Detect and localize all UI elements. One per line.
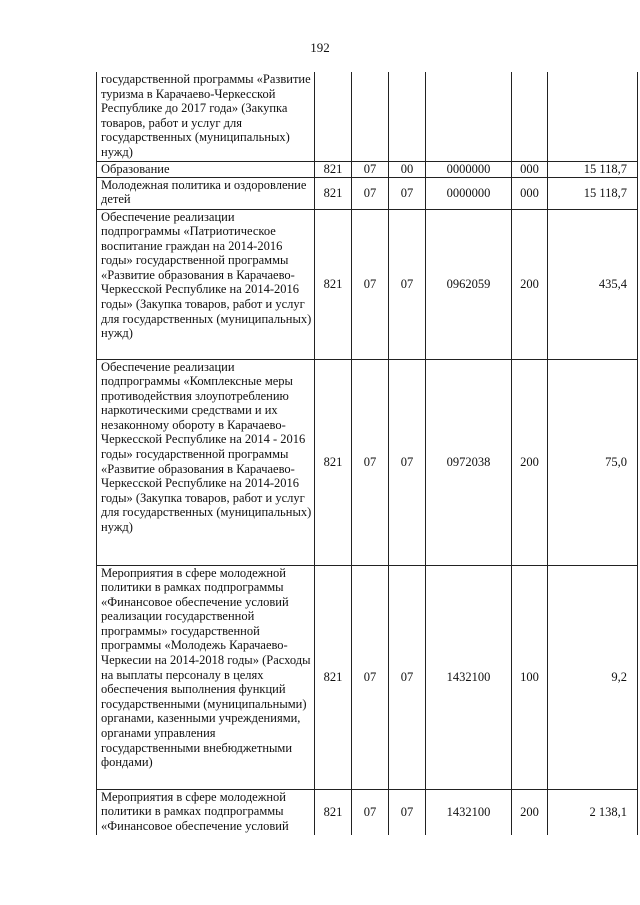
csr-cell: 0000000 <box>426 177 512 209</box>
ved-cell: 821 <box>315 359 352 565</box>
row-name-cell: Обеспечение реализации подпрограммы «Патриотическое воспитание граждан на 2014-2016 годы» государственной программы «Развитие образования в Карачаево-Черкесской Республике на 2014-2016 годы» (Закупка товаров, работ и услуг для государственных (муниципальных) нужд) <box>97 209 315 359</box>
csr-cell: 0972038 <box>426 359 512 565</box>
csr-cell: 0000000 <box>426 161 512 177</box>
csr-cell: 0962059 <box>426 209 512 359</box>
table-row <box>97 209 638 359</box>
rz-cell <box>352 72 389 161</box>
rz-cell: 07 <box>352 359 389 565</box>
pr-cell: 07 <box>389 789 426 835</box>
row-name-cell: Молодежная политика и оздоровление детей <box>97 177 315 209</box>
csr-cell: 1432100 <box>426 565 512 789</box>
ved-cell: 821 <box>315 177 352 209</box>
pr-cell: 07 <box>389 565 426 789</box>
table-row <box>97 359 638 565</box>
rz-cell: 07 <box>352 209 389 359</box>
table-row <box>97 72 638 161</box>
csr-cell <box>426 72 512 161</box>
ved-cell: 821 <box>315 161 352 177</box>
vr-cell: 000 <box>512 161 548 177</box>
pr-cell: 07 <box>389 359 426 565</box>
vr-cell: 200 <box>512 789 548 835</box>
pr-cell: 07 <box>389 177 426 209</box>
ved-cell: 821 <box>315 209 352 359</box>
vr-cell: 000 <box>512 177 548 209</box>
table-row <box>97 789 638 835</box>
sum-cell: 9,2 <box>548 565 638 789</box>
sum-cell <box>548 72 638 161</box>
row-name-cell: государственной программы «Развитие туризма в Карачаево-Черкесской Республике до 2017 года» (Закупка товаров, работ и услуг для государственных (муниципальных) нужд) <box>97 72 315 161</box>
pr-cell: 07 <box>389 209 426 359</box>
ved-cell <box>315 72 352 161</box>
sum-cell: 75,0 <box>548 359 638 565</box>
vr-cell: 200 <box>512 359 548 565</box>
page-number: 192 <box>310 40 330 55</box>
vr-cell: 200 <box>512 209 548 359</box>
row-name-cell: Обеспечение реализации подпрограммы «Комплексные меры противодействия злоупотреблению наркотическими средствами и их незаконному обороту в Карачаево-Черкесской Республике на 2014 - 2016 годы» государственной программы «Развитие образования в Карачаево-Черкесской Республике на 2014-2016 годы» (Закупка товаров, работ и услуг для государственных (муниципальных) нужд) <box>97 359 315 565</box>
pr-cell <box>389 72 426 161</box>
csr-cell: 1432100 <box>426 789 512 835</box>
rz-cell: 07 <box>352 161 389 177</box>
row-name-cell: Образование <box>97 161 315 177</box>
table-row <box>97 161 638 177</box>
ved-cell: 821 <box>315 565 352 789</box>
sum-cell: 435,4 <box>548 209 638 359</box>
budget-table-body <box>97 72 638 835</box>
ved-cell: 821 <box>315 789 352 835</box>
row-name-cell: Мероприятия в сфере молодежной политики в рамках подпрограммы «Финансовое обеспечение условий <box>97 789 315 835</box>
rz-cell: 07 <box>352 565 389 789</box>
sum-cell: 2 138,1 <box>548 789 638 835</box>
budget-table <box>96 72 638 835</box>
pr-cell: 00 <box>389 161 426 177</box>
row-name-cell: Мероприятия в сфере молодежной политики в рамках подпрограммы «Финансовое обеспечение условий реализации государственной программы» государственной программы «Молодежь Карачаево-Черкесии на 2014-2018 годы» (Расходы на выплаты персоналу в целях обеспечения выполнения функций государственными (муниципальными) органами, казенными учреждениями, органами управления государственными внебюджетными фондами) <box>97 565 315 789</box>
table-row <box>97 565 638 789</box>
vr-cell: 100 <box>512 565 548 789</box>
sum-cell: 15 118,7 <box>548 177 638 209</box>
sum-cell: 15 118,7 <box>548 161 638 177</box>
rz-cell: 07 <box>352 177 389 209</box>
rz-cell: 07 <box>352 789 389 835</box>
vr-cell <box>512 72 548 161</box>
table-row <box>97 177 638 209</box>
